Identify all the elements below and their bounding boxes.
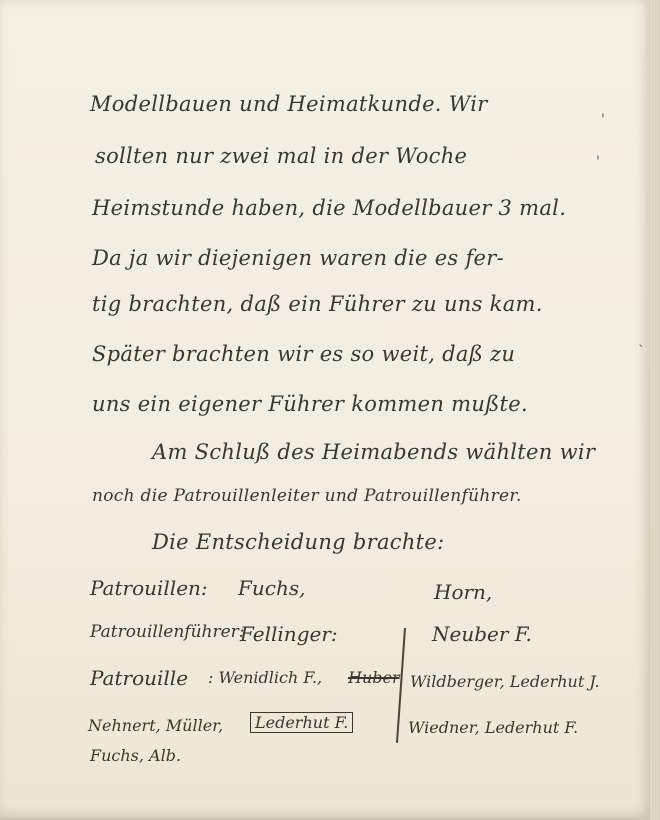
body-line-2: sollten nur zwei mal in der Woche	[95, 144, 468, 168]
body-line-5: tig brachten, daß ein Führer zu uns kam.	[92, 292, 543, 316]
page-edge	[650, 0, 660, 820]
body-line-3: Heimstunde haben, die Modellbauer 3 mal.	[92, 196, 567, 220]
body-line-9: noch die Patrouillenleiter und Patrouillenführer.	[92, 486, 522, 506]
body-line-7: uns ein eigener Führer kommen mußte.	[92, 392, 528, 416]
row3-left-struck: Huber	[348, 668, 400, 687]
margin-tick-3: `	[638, 344, 645, 360]
row5-left: Fuchs, Alb.	[90, 746, 182, 765]
row4-left: Nehnert, Müller,	[88, 716, 224, 735]
row2-label: Patrouillenführer:	[90, 622, 245, 642]
body-line-4: Da ja wir diejenigen waren die es fer-	[92, 246, 505, 270]
row1-right: Horn,	[434, 580, 493, 604]
row2-left: Fellinger:	[240, 622, 338, 646]
row3-label: Patrouille	[90, 666, 189, 690]
row1-left: Fuchs,	[238, 576, 306, 600]
margin-tick-2: '	[596, 154, 600, 170]
row4-right: Wiedner, Lederhut F.	[408, 718, 579, 737]
row3-right: Wildberger, Lederhut J.	[410, 672, 600, 691]
row2-right: Neuber F.	[432, 622, 532, 646]
body-line-6: Später brachten wir es so weit, daß zu	[92, 342, 516, 366]
row3-left: : Wenidlich F.,	[208, 668, 323, 687]
row1-label: Patrouillen:	[90, 576, 208, 600]
body-line-10: Die Entscheidung brachte:	[152, 530, 445, 554]
margin-tick-1: '	[601, 112, 605, 128]
row4-left-boxed: Lederhut F.	[250, 712, 353, 733]
body-line-8: Am Schluß des Heimabends wählten wir	[152, 440, 596, 464]
body-line-1: Modellbauen und Heimatkunde. Wir	[90, 92, 488, 116]
